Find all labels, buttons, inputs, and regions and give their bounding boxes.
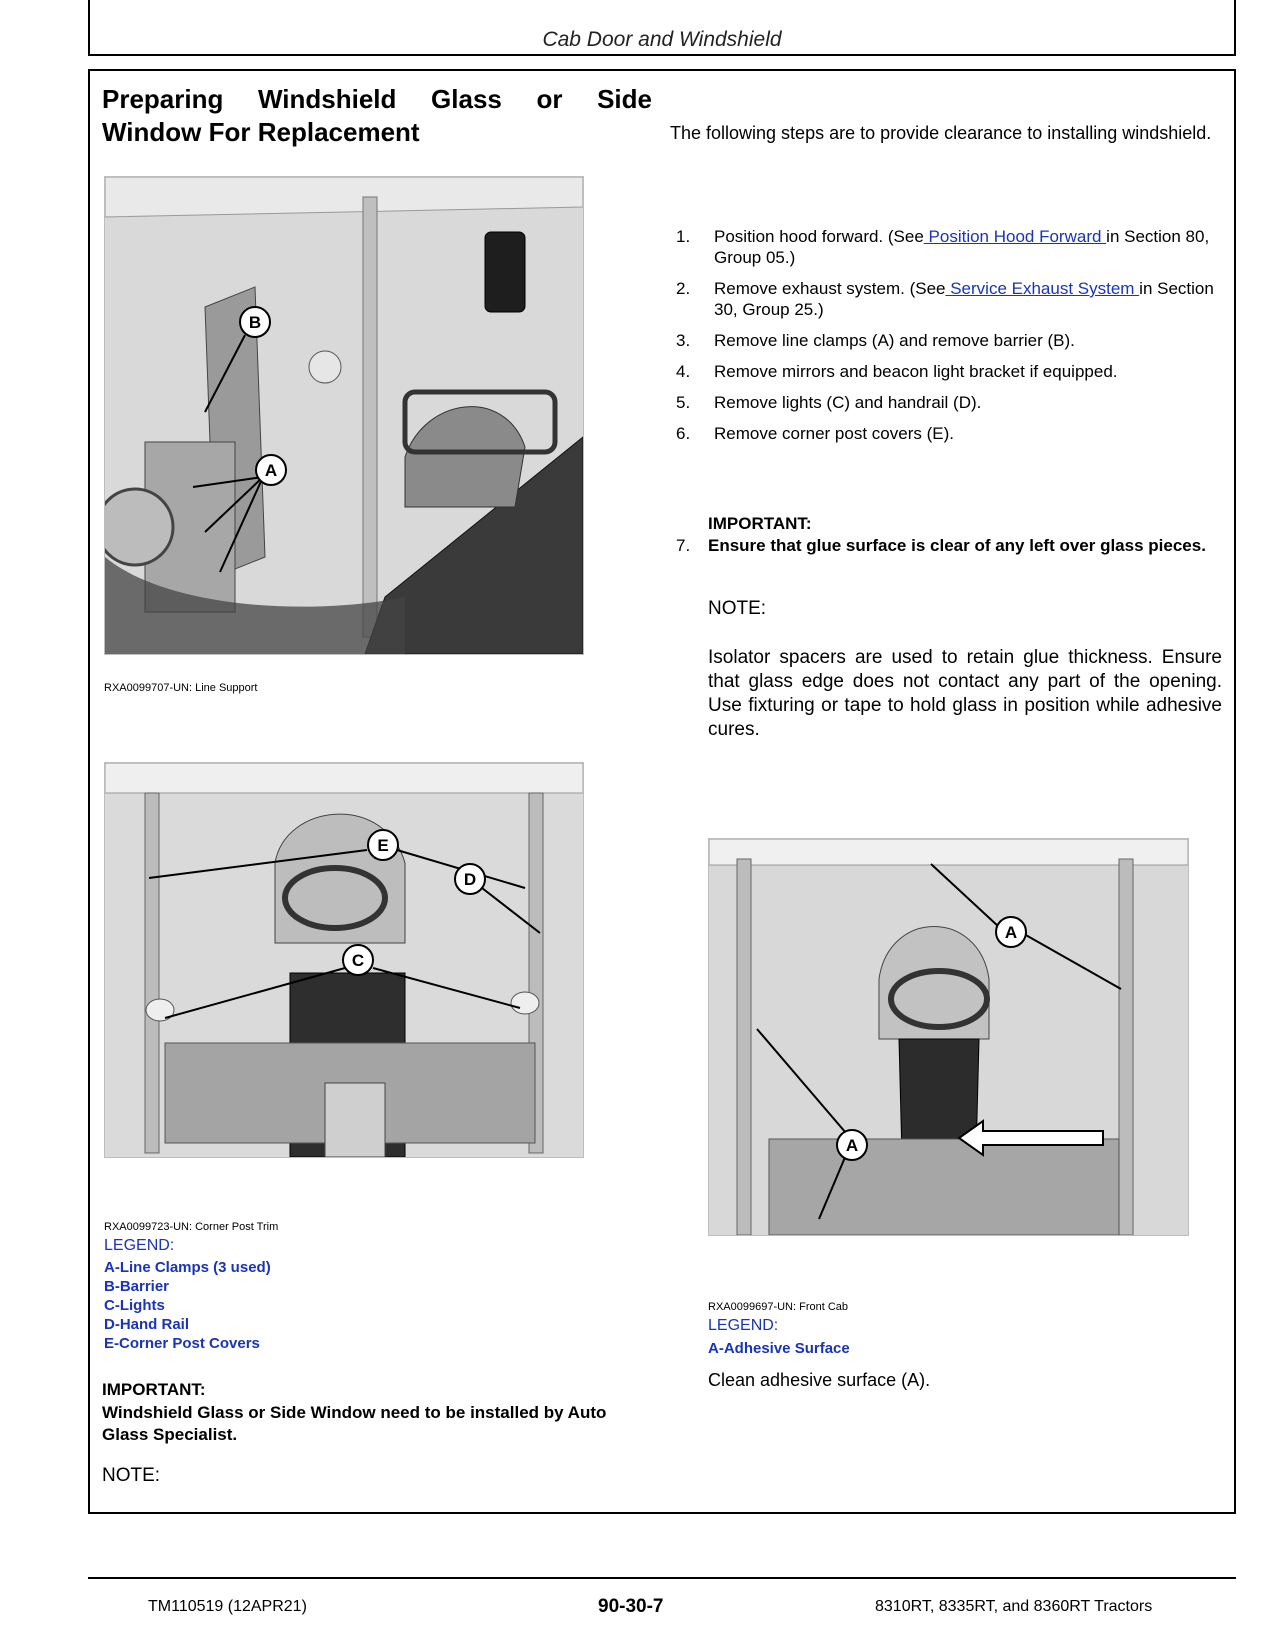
legend-title: LEGEND: (104, 1237, 175, 1254)
step-text: Remove lights (C) and handrail (D). (714, 393, 982, 412)
position-hood-forward-link[interactable]: Position Hood Forward (923, 227, 1107, 246)
step-text: Remove line clamps (A) and remove barrier (B). (714, 331, 1075, 350)
legend-item: C-Lights (104, 1297, 165, 1314)
step-item (676, 423, 1222, 444)
step-item (676, 278, 1222, 320)
step-text-suffix: in Section 80, Group 05.) (714, 227, 1210, 267)
page-number: 90-30-7 (598, 1596, 664, 1617)
step-item (676, 330, 1222, 351)
callout-a: A (845, 1136, 859, 1155)
footer-models: 8310RT, 8335RT, and 8360RT Tractors (875, 1598, 1153, 1615)
step-number: 7. (676, 536, 691, 555)
callout-b: B (248, 313, 262, 332)
service-exhaust-system-link[interactable]: Service Exhaust System (945, 279, 1140, 298)
legend-item: A-Adhesive Surface (708, 1340, 850, 1357)
section-title: Cab Door and Windshield (542, 28, 782, 51)
step-item-7 (676, 535, 1222, 557)
legend-item: E-Corner Post Covers (104, 1335, 260, 1352)
step-text: Position hood forward. (See (714, 227, 924, 246)
step-text-suffix: in Section 30, Group 25.) (714, 279, 1214, 319)
step-number: 3. (676, 331, 691, 350)
step-number: 4. (676, 362, 691, 381)
step-number: 2. (676, 279, 691, 298)
clean-instruction: Clean adhesive surface (A). (708, 1370, 931, 1390)
figure-caption: RXA0099707-UN: Line Support (104, 682, 258, 694)
legend-item: A-Line Clamps (3 used) (104, 1259, 271, 1276)
footer-rule (88, 1577, 1236, 1579)
figure-front-cab (708, 838, 1189, 1236)
callout-c: C (351, 951, 365, 970)
step-number: 6. (676, 424, 691, 443)
important-label: IMPORTANT: (102, 1380, 206, 1399)
callout-a: A (1004, 923, 1018, 942)
heading-word: Windshield (257, 84, 397, 114)
important-text: Ensure that glue surface is clear of any left over glass pieces. (708, 536, 1206, 555)
important-label: IMPORTANT: (708, 514, 812, 533)
step-number: 1. (676, 227, 691, 246)
step-item (676, 392, 1222, 413)
page-heading (102, 83, 652, 149)
callout-d: D (463, 870, 477, 889)
important-text: Windshield Glass or Side Window need to be installed by Auto Glass Specialist. (102, 1403, 607, 1444)
footer-doc-id: TM110519 (12APR21) (148, 1598, 307, 1615)
heading-word: Glass (431, 84, 502, 114)
heading-word: Preparing (102, 84, 224, 114)
heading-word: Side (597, 84, 652, 114)
callout-e: E (377, 836, 389, 855)
note-label: NOTE: (102, 1465, 161, 1486)
figure-caption: RXA0099723-UN: Corner Post Trim (104, 1221, 279, 1233)
figure-caption: RXA0099697-UN: Front Cab (708, 1301, 849, 1313)
note-text: Isolator spacers are used to retain glue thickness. Ensure that glass edge does not contact any part of the opening. Use fixturing or tape to hold glass in position while adhesive cures. (708, 647, 1222, 740)
step-item (676, 361, 1222, 382)
legend-list (104, 1258, 271, 1353)
line-support-illustration (105, 177, 583, 654)
step-number: 5. (676, 393, 691, 412)
figure-line-support (104, 176, 584, 655)
legend-item: B-Barrier (104, 1278, 170, 1295)
corner-post-illustration (105, 763, 583, 1157)
callout-a: A (264, 461, 278, 480)
legend-title: LEGEND: (708, 1317, 779, 1334)
front-cab-illustration (709, 839, 1188, 1235)
figure-corner-post-trim (104, 762, 584, 1158)
step-text: Remove exhaust system. (See (714, 279, 946, 298)
note-label: NOTE: (708, 598, 767, 619)
steps-list (676, 226, 1222, 454)
step-text: Remove mirrors and beacon light bracket if equipped. (714, 362, 1118, 381)
step-item (676, 226, 1222, 268)
heading-word: or (536, 84, 563, 114)
heading-line-2: Window For Replacement (102, 117, 420, 147)
legend-item: D-Hand Rail (104, 1316, 190, 1333)
intro-text: The following steps are to provide clearance to installing windshield. (670, 123, 1212, 143)
heading-line-1 (102, 83, 652, 116)
step-text: Remove corner post covers (E). (714, 424, 954, 443)
